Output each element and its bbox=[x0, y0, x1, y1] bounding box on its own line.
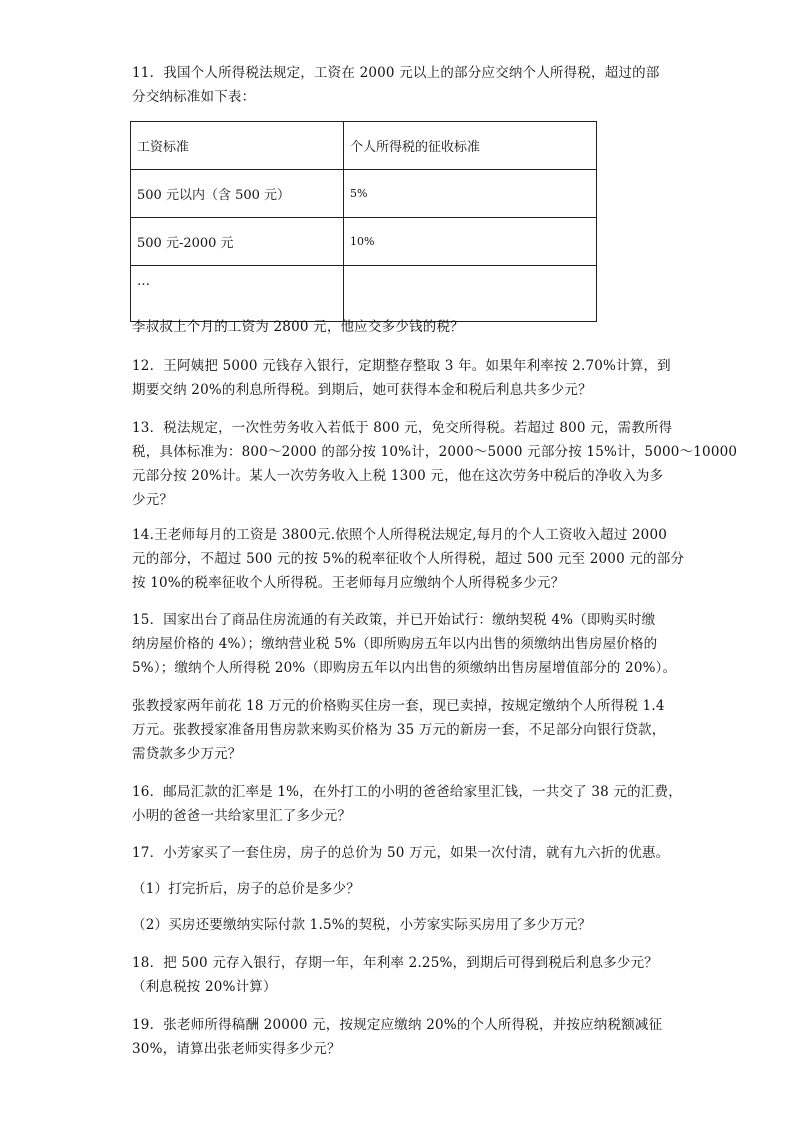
text-line: 李叔叔上个月的工资为 2800 元，他应交多少钱的税？ bbox=[132, 319, 464, 335]
text-line: 30%，请算出张老师实得多少元？ bbox=[132, 1041, 341, 1057]
question-11-intro bbox=[132, 61, 672, 109]
text-line: （2）买房还要缴纳实际付款 1.5%的契税，小芳家实际买房用了多少万元？ bbox=[132, 917, 592, 933]
question-18 bbox=[132, 951, 672, 999]
question-17-part-1 bbox=[132, 877, 672, 901]
text-line: 11．我国个人所得税法规定，工资在 2000 元以上的部分应交纳个人所得税，超过的部 bbox=[132, 65, 660, 81]
text-line: 18．把 500 元存入银行，存期一年，年利率 2.25%，到期后可得到税后利息多少元？ bbox=[132, 955, 659, 971]
text-line: 17．小芳家买了一套住房，房子的总价为 50 万元，如果一次付清，就有九六折的优惠。 bbox=[132, 845, 670, 861]
table-header-cell: 工资标准 bbox=[131, 122, 344, 170]
text-line: 14.王老师每月的工资是 3800元.依照个人所得税法规定,每月的个人工资收入超过 2000 bbox=[132, 527, 668, 543]
table-cell: 5% bbox=[344, 170, 597, 218]
text-line: 16．邮局汇款的汇率是 1%，在外打工的小明的爸爸给家里汇钱，一共交了 38 元的汇费， bbox=[132, 784, 682, 800]
table-header-cell: 个人所得税的征收标准 bbox=[344, 122, 597, 170]
question-15 bbox=[132, 608, 677, 680]
table-cell: … bbox=[131, 266, 344, 322]
table-row bbox=[131, 170, 597, 218]
question-11-question bbox=[132, 315, 672, 339]
question-17 bbox=[132, 841, 672, 865]
text-line: 税，具体标准为：800～2000 的部分按 10%计，2000～5000 元部分按 15%计，5000～10000 bbox=[132, 444, 738, 460]
question-16 bbox=[132, 780, 682, 828]
question-13 bbox=[132, 416, 738, 512]
text-line: 13．税法规定，一次性劳务收入若低于 800 元，免交所得税。若超过 800 元，需教所得 bbox=[132, 420, 673, 436]
text-line: 张教授家两年前花 18 万元的价格购买住房一套，现已卖掉，按规定缴纳个人所得税 1.4 bbox=[132, 698, 665, 714]
text-line: （利息税按 20%计算） bbox=[132, 979, 277, 995]
text-line: 5%）；缴纳个人所得税 20%（即购房五年以内出售的须缴纳出售房屋增值部分的 20%）。 bbox=[132, 660, 677, 676]
question-12 bbox=[132, 354, 672, 402]
text-line: 分交纳标准如下表： bbox=[132, 89, 256, 105]
question-19 bbox=[132, 1013, 672, 1061]
table-row bbox=[131, 218, 597, 266]
table-cell: 500 元以内（含 500 元） bbox=[131, 170, 344, 218]
text-line: 纳房屋价格的 4%）；缴纳营业税 5%（即所购房五年以内出售的须缴纳出售房屋价格的 bbox=[132, 636, 658, 652]
text-line: 元部分按 20%计。某人一次劳务收入上税 1300 元，他在这次劳务中税后的净收入为多 bbox=[132, 468, 664, 484]
question-15-scenario bbox=[132, 694, 672, 766]
text-line: 小明的爸爸一共给家里汇了多少元？ bbox=[132, 808, 352, 824]
question-17-part-2 bbox=[132, 913, 672, 937]
table-cell: 500 元-2000 元 bbox=[131, 218, 344, 266]
table-cell: 10% bbox=[344, 218, 597, 266]
text-line: 19．张老师所得稿酬 20000 元，按规定应缴纳 20%的个人所得税，并按应纳税额减征 bbox=[132, 1017, 663, 1033]
text-line: （1）打完折后，房子的总价是多少？ bbox=[132, 881, 360, 897]
text-line: 按 10%的税率征收个人所得税。王老师每月应缴纳个人所得税多少元？ bbox=[132, 575, 565, 591]
table-row bbox=[131, 266, 597, 322]
question-14 bbox=[132, 523, 685, 595]
tax-rate-table bbox=[130, 121, 597, 322]
text-line: 元的部分，不超过 500 元的按 5%的税率征收个人所得税，超过 500 元至 2000 元的部分 bbox=[132, 551, 685, 567]
table-header-row bbox=[131, 122, 597, 170]
table-cell bbox=[344, 266, 597, 322]
text-line: 万元。张教授家准备用售房款来购买价格为 35 万元的新房一套，不足部分向银行贷款， bbox=[132, 722, 666, 738]
text-line: 12．王阿姨把 5000 元钱存入银行，定期整存整取 3 年。如果年利率按 2.70%计算，到 bbox=[132, 358, 671, 374]
text-line: 少元？ bbox=[132, 492, 174, 508]
text-line: 需贷款多少万元？ bbox=[132, 746, 242, 762]
text-line: 15．国家出台了商品住房流通的有关政策，并已开始试行：缴纳契税 4%（即购买时缴 bbox=[132, 612, 656, 628]
text-line: 期要交纳 20%的利息所得税。到期后，她可获得本金和税后利息共多少元？ bbox=[132, 382, 592, 398]
